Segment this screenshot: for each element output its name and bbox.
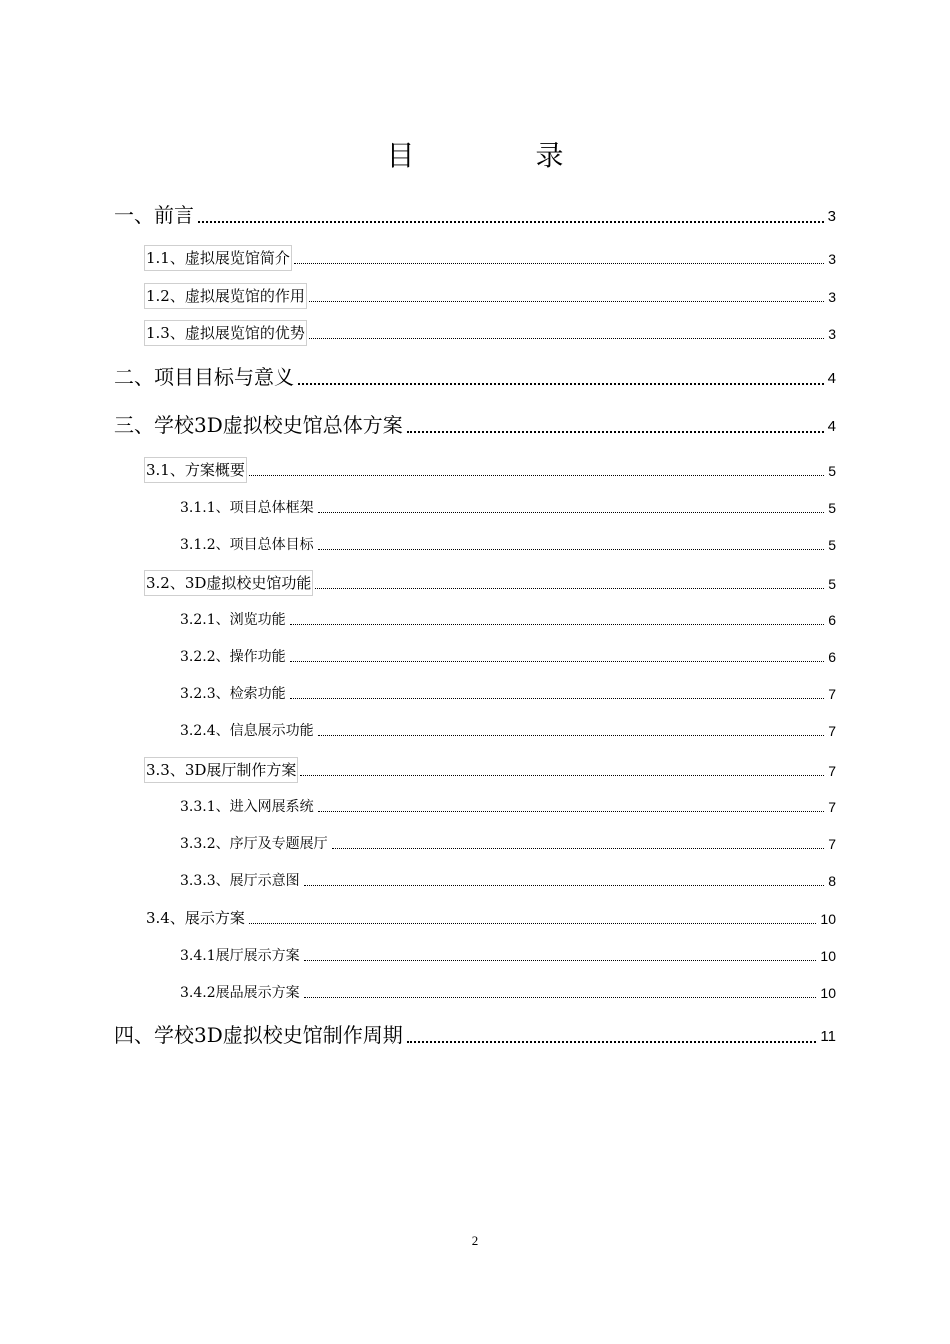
dot-leader [304, 885, 825, 886]
toc-page-number: 11 [820, 1028, 836, 1045]
toc-entry-l3[interactable] [180, 496, 836, 518]
toc-page-number: 4 [827, 418, 836, 435]
dot-leader [249, 475, 824, 476]
toc-page-number: 3 [828, 326, 836, 342]
toc-page-number: 4 [827, 370, 836, 387]
toc-page-number: 6 [828, 649, 836, 665]
toc-entry-label: 3.3、3D展厅制作方案 [146, 761, 297, 779]
toc-entry-label: 3.1.2、项目总体目标 [180, 537, 314, 553]
toc-title: 目 录 [386, 139, 620, 172]
dot-leader [318, 549, 825, 550]
toc-page-number: 10 [820, 911, 836, 927]
toc-entry-label: 二、项目目标与意义 [114, 365, 294, 389]
dot-leader [309, 301, 824, 302]
dot-leader [315, 588, 824, 589]
toc-entry-l1[interactable] [114, 198, 836, 228]
toc-entry-label: 3.2.3、检索功能 [180, 686, 286, 702]
toc-page-number: 8 [828, 873, 836, 889]
toc-entry-label: 1.3、虚拟展览馆的优势 [146, 324, 305, 342]
toc-entry-label: 四、学校3D虚拟校史馆制作周期 [114, 1023, 403, 1047]
toc-entry-label: 3.1.1、项目总体框架 [180, 500, 314, 516]
toc-entry-l2[interactable] [146, 245, 836, 269]
toc-page-number: 6 [828, 612, 836, 628]
toc-entry-l1[interactable] [114, 360, 836, 390]
toc-entry-label: 3.2.4、信息展示功能 [180, 723, 314, 739]
toc-page-number: 7 [828, 836, 836, 852]
toc-entry-label: 1.1、虚拟展览馆简介 [146, 249, 290, 267]
dot-leader [290, 661, 825, 662]
toc-page-number: 10 [820, 985, 836, 1001]
dot-leader [318, 735, 825, 736]
dot-leader [249, 923, 817, 924]
toc-entry-l2[interactable] [146, 283, 836, 307]
dot-leader [294, 263, 824, 264]
toc-entry-l2[interactable] [146, 905, 836, 929]
toc-entry-l3[interactable] [180, 832, 836, 854]
toc-page-number: 7 [828, 799, 836, 815]
toc-entry-label: 3.3.2、序厅及专题展厅 [180, 836, 328, 852]
toc-entry-l2[interactable] [146, 757, 836, 781]
dot-leader [298, 383, 824, 385]
toc-entry-label: 3.2.2、操作功能 [180, 649, 286, 665]
toc-page-number: 3 [827, 208, 836, 225]
toc-entry-l3[interactable] [180, 682, 836, 704]
toc-page-number: 3 [828, 289, 836, 305]
dot-leader [309, 338, 824, 339]
dot-leader [198, 221, 824, 223]
toc-entry-l2[interactable] [146, 457, 836, 481]
toc-entry-label: 1.2、虚拟展览馆的作用 [146, 287, 305, 305]
toc-entry-l3[interactable] [180, 869, 836, 891]
toc-entry-label: 三、学校3D虚拟校史馆总体方案 [114, 413, 403, 437]
toc-entry-label: 3.2、3D虚拟校史馆功能 [146, 574, 312, 592]
toc-entry-l3[interactable] [180, 944, 836, 966]
toc-entry-label: 3.4、展示方案 [146, 909, 245, 927]
dot-leader [290, 624, 825, 625]
toc-entry-l3[interactable] [180, 981, 836, 1003]
toc-entry-l1[interactable] [114, 1018, 836, 1048]
toc-entry-l3[interactable] [180, 795, 836, 817]
toc-entry-label: 3.4.2展品展示方案 [180, 985, 300, 1001]
toc-page-number: 3 [828, 251, 836, 267]
dot-leader [290, 698, 825, 699]
toc-entry-l2[interactable] [146, 570, 836, 594]
toc-entry-label: 3.3.3、展厅示意图 [180, 873, 300, 889]
toc-page-number: 5 [828, 500, 836, 516]
toc-entry-l3[interactable] [180, 533, 836, 555]
toc-page-number: 7 [828, 723, 836, 739]
dot-leader [407, 1041, 817, 1043]
toc-page-number: 7 [828, 763, 836, 779]
toc-page-number: 5 [828, 537, 836, 553]
toc-entry-l3[interactable] [180, 645, 836, 667]
dot-leader [407, 431, 824, 433]
dot-leader [300, 775, 824, 776]
dot-leader [332, 848, 825, 849]
toc-page-number: 5 [828, 576, 836, 592]
toc-page-number: 10 [820, 948, 836, 964]
toc-entry-l3[interactable] [180, 719, 836, 741]
toc-entry-l3[interactable] [180, 608, 836, 630]
toc-page-number: 7 [828, 686, 836, 702]
dot-leader [318, 512, 825, 513]
toc-entry-label: 3.3.1、进入网展系统 [180, 799, 314, 815]
toc-entry-l1[interactable] [114, 408, 836, 438]
dot-leader [304, 997, 817, 998]
toc-page-number: 5 [828, 463, 836, 479]
dot-leader [304, 960, 817, 961]
page-number-footer: 2 [471, 1233, 479, 1248]
toc-entry-label: 一、前言 [114, 203, 194, 227]
toc-entry-label: 3.2.1、浏览功能 [180, 612, 286, 628]
dot-leader [318, 811, 825, 812]
toc-entry-l2[interactable] [146, 320, 836, 344]
toc-entry-label: 3.1、方案概要 [146, 461, 245, 479]
toc-entry-label: 3.4.1展厅展示方案 [180, 948, 300, 964]
